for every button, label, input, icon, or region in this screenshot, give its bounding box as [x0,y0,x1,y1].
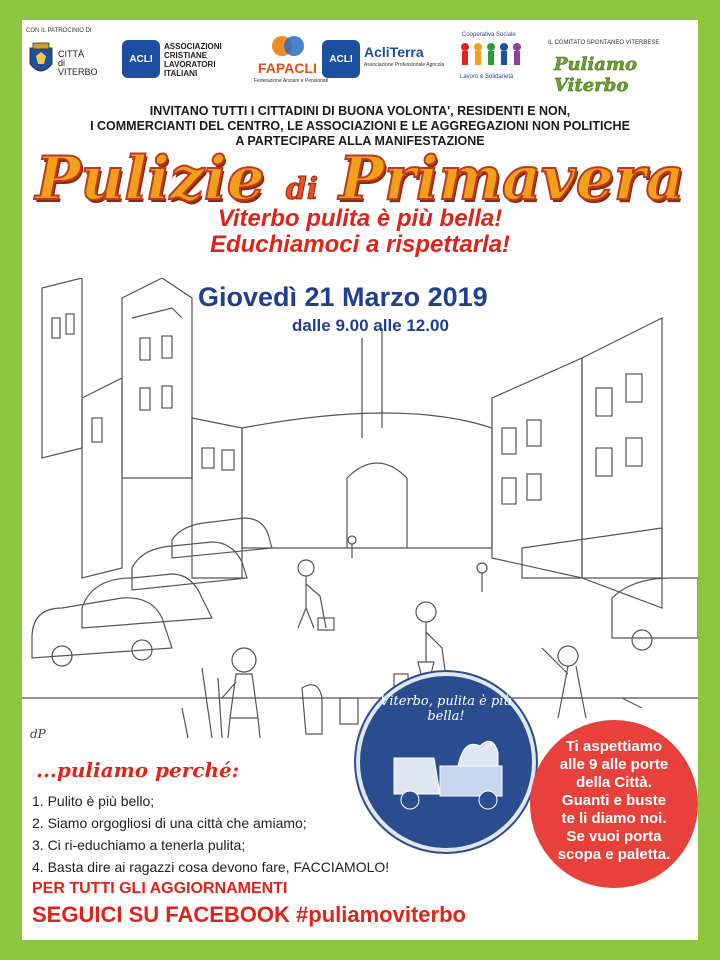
bubble-line: alle 9 alle porte [559,756,669,773]
slogan-line2: Educhiamoci a rispettarla! [209,231,511,258]
comitato-label: IL COMITATO SPONTANEO VITERBESE [548,40,660,46]
fapacli-subtitle: Federazione Anziani e Pensionati [254,78,329,84]
citta-viterbo-logo [26,28,106,90]
crest-icon [28,42,54,78]
invite-line1: INVITANO TUTTI I CITTADINI DI BUONA VOLONTA', RESIDENTI E NON, [149,104,571,118]
event-date: Giovedì 21 Marzo 2019 [198,282,488,312]
updates-label: PER TUTTI GLI AGGIORNAMENTI [32,880,288,897]
invite-line3: A PARTECIPARE ALLA MANIFESTAZIONE [235,134,485,148]
acli-logo [122,28,240,90]
list-item: 4. Basta dire ai ragazzi cosa devono fare, FACCIAMOLO! [32,859,390,875]
fapacli-emblem-icon [268,32,308,60]
poster [22,20,698,940]
list-item: 3. Ci ri-educhiamo a tenerla pulita; [32,837,246,853]
coop-logo [452,28,542,90]
bubble-line: scopa e paletta. [557,846,671,863]
seal-text: Viterbo, pulita è più bella! [380,694,512,724]
bubble-line: Guanti e buste [561,792,667,809]
people-chain-icon [458,42,524,70]
facebook-callout: SEGUICI SU FACEBOOK #puliamoviterbo [32,902,466,927]
event-time: dalle 9.00 alle 12.00 [292,316,449,335]
bubble-line: della Città. [576,774,652,791]
citta-line1: CITTÀ [58,49,84,59]
puliamo-name: Puliamo Viterbo [554,54,638,96]
reasons-heading: ...puliamo perché: [36,758,240,782]
acliterra-subtitle: Associazione Professionale Agricola [364,62,445,68]
acliterra-name: AcliTerra [364,44,424,60]
acli-line3: LAVORATORI [164,60,216,69]
invite-line2: I COMMERCIANTI DEL CENTRO, LE ASSOCIAZIONI E LE AGGREGAZIONI NON POLITICHE [90,119,630,133]
artist-signature: dP [30,727,46,741]
slogan [22,206,698,258]
citta-line2: di VITERBO [58,58,98,77]
coop-line1: Cooperativa Sociale [462,32,516,38]
fapacli-logo [254,28,329,90]
patrocinio-label: CON IL PATROCINIO DI [26,28,92,34]
title-word2: di [285,172,319,207]
coop-line2: Lavoro e Solidarietà [460,74,514,80]
slogan-line1: Viterbo pulita è più bella! [217,205,503,232]
bubble-line: Ti aspettiamo [565,738,663,755]
title-word3: Primavera [339,144,685,214]
acli-line4: ITALIANI [164,69,198,78]
acliterra-badge-icon: ACLI [322,40,360,78]
acli-line2: CRISTIANE [164,51,208,60]
puliamo-viterbo-logo [544,28,696,96]
acliterra-logo [322,28,450,90]
list-item: 2. Siamo orgogliosi di una città che amiamo; [32,815,307,831]
bubble-line: Se vuoi porta [566,828,662,845]
reasons-list [32,790,389,878]
acli-line1: ASSOCIAZIONI [164,42,222,51]
meeting-info-bubble [530,720,698,888]
invite-text [22,104,698,149]
fapacli-name: FAPACLI [258,60,317,76]
bubble-line: te li diamo noi. [561,810,667,827]
logo-strip [22,20,698,96]
list-item: 1. Pulito è più bello; [32,793,155,809]
title-word1: Pulizie [35,144,265,214]
acli-badge-icon: ACLI [122,40,160,78]
